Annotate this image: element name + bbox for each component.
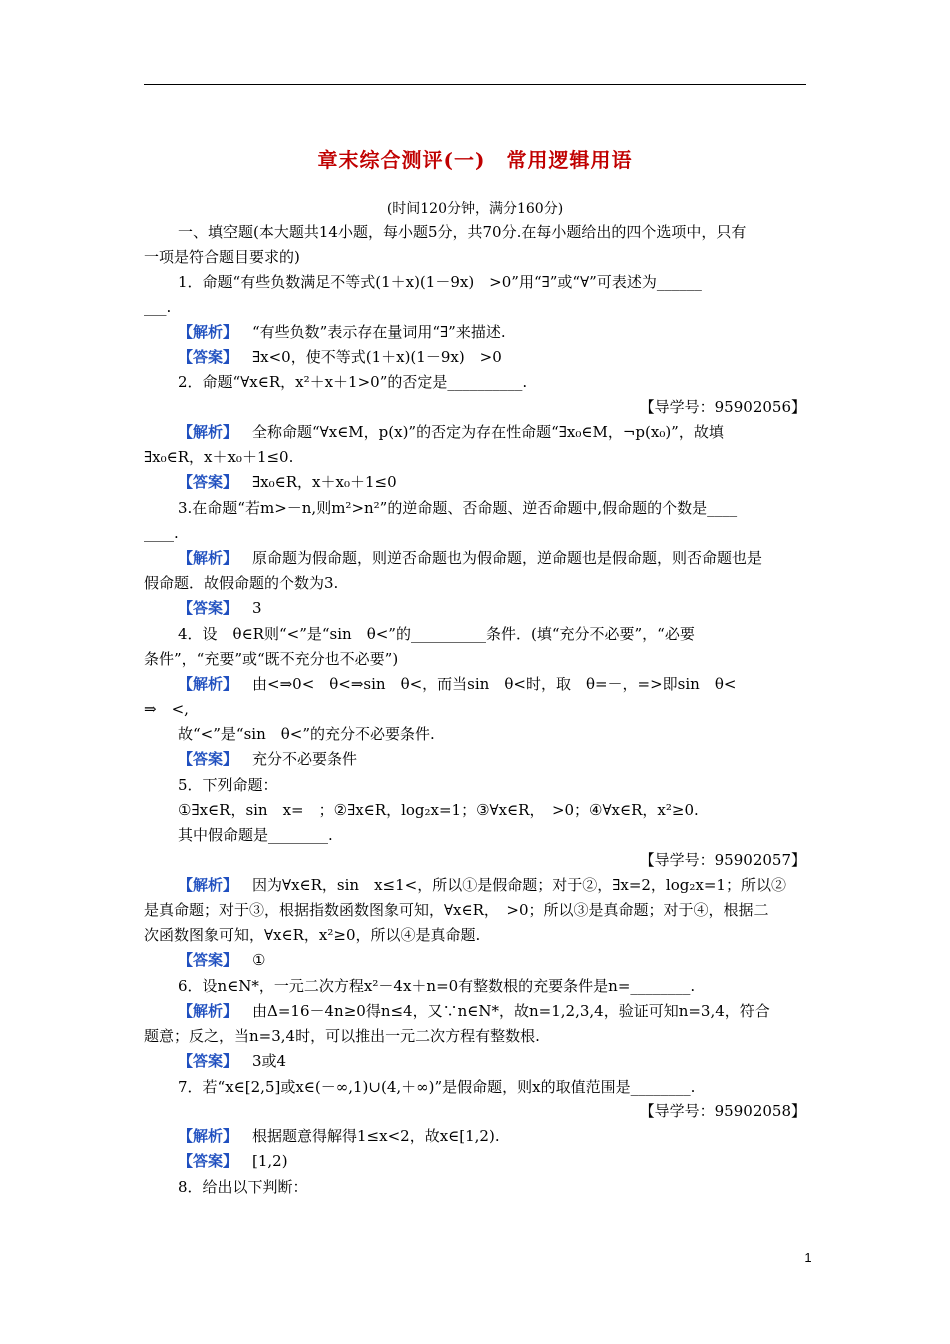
q4-answer-text: 充分不必要条件 <box>252 750 358 768</box>
q6-answer <box>178 1051 806 1071</box>
q2-stem: 2．命题“∀x∈R，x²＋x＋1>0”的否定是__________. <box>178 373 528 391</box>
exam-time-note: (时间120分钟，满分160分) <box>386 201 564 217</box>
analysis-label: 【解析】 <box>178 323 239 341</box>
header-rule <box>144 84 806 85</box>
q5-answer <box>178 950 806 970</box>
q2-analysis-cont: ∃x₀∈R，x＋x₀＋1≤0. <box>144 448 294 466</box>
q3-analysis-text: 原命题为假命题，则逆否命题也为假命题，逆命题也是假命题，则否命题也是 <box>252 549 763 567</box>
q3-answer <box>178 598 806 618</box>
q7-analysis <box>178 1126 806 1146</box>
answer-label: 【答案】 <box>178 1052 239 1070</box>
q7-guide-number: 【导学号：95902058】 <box>639 1102 806 1120</box>
answer-label: 【答案】 <box>178 473 239 491</box>
q6-stem: 6．设n∈N*，一元二次方程x²－4x＋n=0有整数根的充要条件是n=________. <box>178 977 696 995</box>
section-heading: 一、填空题(本大题共14小题，每小题5分，共70分.在每小题给出的四个选项中，只有 <box>178 223 747 241</box>
q2-answer-text: ∃x₀∈R，x＋x₀＋1≤0 <box>252 473 397 491</box>
answer-label: 【答案】 <box>178 750 239 768</box>
q5-analysis-cont2: 次函数图象可知，∀x∈R，x²≥0，所以④是真命题. <box>144 926 481 944</box>
q5-answer-text: ① <box>252 951 266 969</box>
q1-answer-text: ∃x<0，使不等式(1＋x)(1－9x) >0 <box>252 348 502 366</box>
q7-analysis-text: 根据题意得解得1≤x<2，故x∈[1,2). <box>252 1127 500 1145</box>
q2-answer <box>178 472 806 492</box>
analysis-label: 【解析】 <box>178 675 239 693</box>
q5-analysis-cont: 是真命题；对于③，根据指数函数图象可知，∀x∈R， >0；所以③是真命题；对于④，根据二 <box>144 901 769 919</box>
q6-analysis-cont: 题意；反之，当n=3,4时，可以推出一元二次方程有整数根. <box>144 1027 540 1045</box>
q4-stem: 4．设 θ∈R则“<”是“sin θ<”的__________条件．(填“充分不必要”，“必要 <box>178 625 695 643</box>
q1-analysis-text: “有些负数”表示存在量词用“∃”来描述. <box>252 323 506 341</box>
q2-guide-number: 【导学号：95902056】 <box>639 398 806 416</box>
q7-stem: 7．若“x∈[2,5]或x∈(－∞,1)∪(4,＋∞)”是假命题，则x的取值范围是________. <box>178 1078 696 1096</box>
section-heading-cont: 一项是符合题目要求的) <box>144 248 300 266</box>
q5-stem: 5．下列命题： <box>178 776 278 794</box>
q6-analysis <box>178 1001 806 1021</box>
q7-answer <box>178 1151 806 1171</box>
q4-analysis-text: 由<⇒0< θ<⇒sin θ<，而当sin θ<时，取 θ=－，=>即sin θ< <box>252 675 737 693</box>
q1-stem: 1．命题“有些负数满足不等式(1＋x)(1－9x) >0”用“∃”或“∀”可表述为______ <box>178 273 702 291</box>
page-number: 1 <box>804 1250 812 1265</box>
q5-analysis <box>178 875 806 895</box>
analysis-label: 【解析】 <box>178 549 239 567</box>
q5-analysis-text: 因为∀x∈R，sin x≤1<，所以①是假命题；对于②，∃x=2，log₂x=1；所以② <box>252 876 786 894</box>
q5-ask: 其中假命题是________. <box>178 826 333 844</box>
q3-stem-cont: ____. <box>144 524 179 542</box>
q4-analysis <box>178 674 806 694</box>
q6-answer-text: 3或4 <box>252 1052 287 1070</box>
answer-label: 【答案】 <box>178 951 239 969</box>
q2-analysis <box>178 422 806 442</box>
answer-label: 【答案】 <box>178 348 239 366</box>
q1-stem-cont: ___. <box>144 298 172 316</box>
analysis-label: 【解析】 <box>178 1127 239 1145</box>
q4-analysis-cont: ⇒ <, <box>144 700 189 718</box>
q7-answer-text: [1,2) <box>252 1152 288 1170</box>
q4-answer <box>178 749 806 769</box>
q8-stem: 8．给出以下判断： <box>178 1178 308 1196</box>
answer-label: 【答案】 <box>178 599 239 617</box>
answer-label: 【答案】 <box>178 1152 239 1170</box>
q6-analysis-text: 由Δ=16－4n≥0得n≤4，又∵n∈N*，故n=1,2,3,4，验证可知n=3,4，符合 <box>252 1002 770 1020</box>
analysis-label: 【解析】 <box>178 876 239 894</box>
page-title: 章末综合测评(一) 常用逻辑用语 <box>317 148 633 172</box>
q5-items: ①∃x∈R，sin x= ；②∃x∈R，log₂x=1；③∀x∈R， >0；④∀x∈R，x²≥0. <box>178 801 699 819</box>
q3-analysis-cont: 假命题．故假命题的个数为3. <box>144 574 339 592</box>
q1-answer <box>178 347 806 367</box>
q4-stem-cont: 条件”，“充要”或“既不充分也不必要”) <box>144 650 399 668</box>
q5-guide-number: 【导学号：95902057】 <box>639 851 806 869</box>
q2-analysis-text: 全称命题“∀x∈M，p(x)”的否定为存在性命题“∃x₀∈M，¬p(x₀)”，故填 <box>252 423 724 441</box>
analysis-label: 【解析】 <box>178 423 239 441</box>
q3-answer-text: 3 <box>252 599 262 617</box>
q3-stem: 3.在命题“若m>－n,则m²>n²”的逆命题、否命题、逆否命题中,假命题的个数是____ <box>178 499 738 517</box>
q4-conclusion: 故“<”是“sin θ<”的充分不必要条件. <box>178 725 435 743</box>
q3-analysis <box>178 548 806 568</box>
analysis-label: 【解析】 <box>178 1002 239 1020</box>
q1-analysis <box>178 322 806 342</box>
